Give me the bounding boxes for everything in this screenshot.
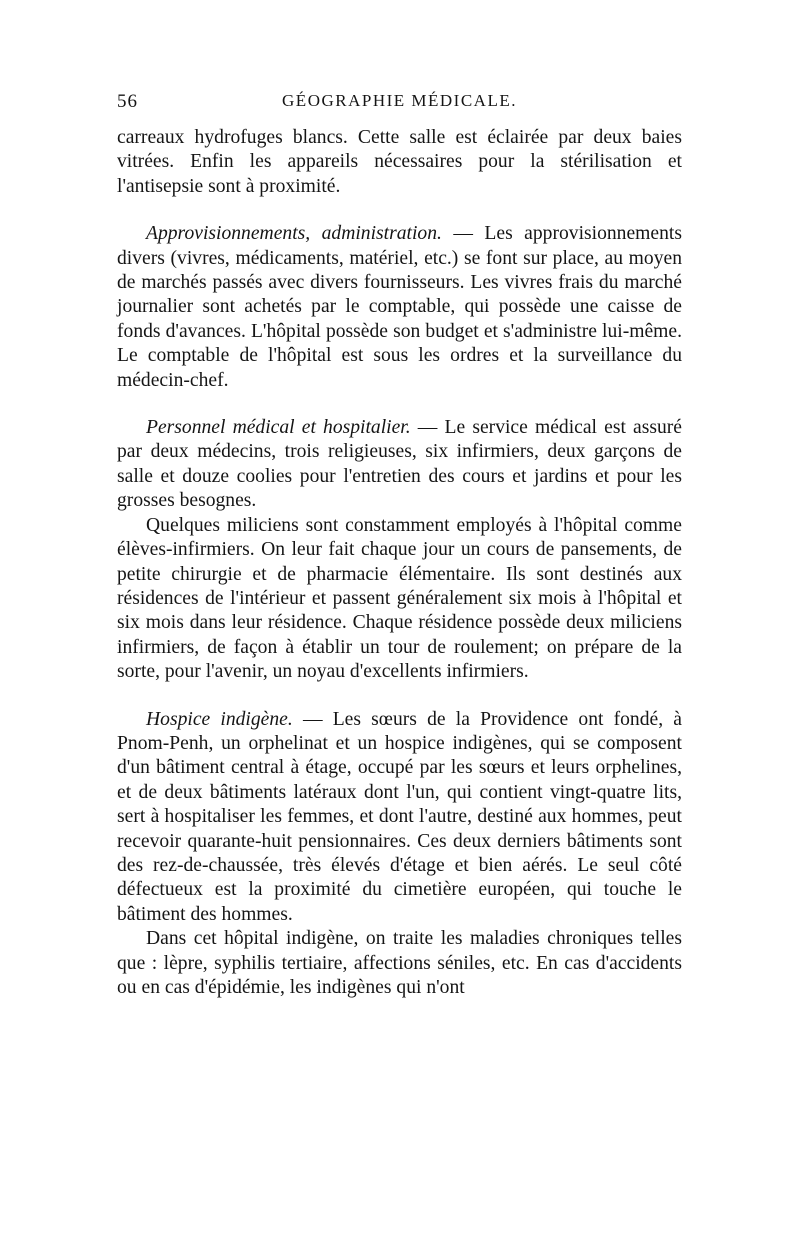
paragraph-text: Dans cet hôpital indigène, on traite les maladies chroniques telles que : lèpre, syphilis tertiaire, affections séniles, etc. En cas d'accidents ou en cas d'épidémie, les indigènes qui n'ont — [117, 928, 682, 998]
paragraph-hopital-indigene — [117, 927, 682, 1000]
paragraph-text: — Les sœurs de la Providence ont fondé, à Pnom-Penh, un orphelinat et un hospice indigènes, qui se composent d'un bâtiment central à étage, occupé par les sœurs et leurs orphelines, et de deux bâtiments latéraux dont l'un, qui contient vingt-quatre lits, sert à hospitaliser les femmes, et dont l'autre, destiné aux hommes, peut recevoir quarante-huit pensionnaires. Ces deux derniers bâtiments sont des rez-de-chaussée, très élevés d'étage et bien aérés. Le seul côté défectueux est la proximité du cimetière européen, qui touche le bâtiment des hommes. — [117, 708, 682, 925]
body-text — [117, 126, 682, 1000]
paragraph-text: carreaux hydrofuges blancs. Cette salle est éclairée par deux baies vitrées. Enfin les appareils nécessaires pour la stérilisation et l'antisepsie sont à proximité. — [117, 127, 682, 197]
paragraph-text: — Le service médical est assuré par deux médecins, trois religieuses, six infirmiers, deux garçons de salle et douze coolies pour l'entretien des cours et jardins et pour les grosses besognes. — [117, 417, 682, 512]
paragraph-text: — Les approvisionnements divers (vivres, médicaments, matériel, etc.) se font sur place, au moyen de marchés passés avec divers fournisseurs. Les vivres frais du marché journalier sont achetés par le comptable, qui possède une caisse de fonds d'avances. L'hôpital possède son budget et s'administre lui-même. Le comptable de l'hôpital est sous les ordres et la surveillance du médecin-chef. — [117, 223, 682, 391]
paragraph-hospice — [117, 708, 682, 928]
paragraph-approvisionnements — [117, 222, 682, 393]
section-heading: Hospice indigène. — [146, 708, 293, 730]
paragraph-text: Quelques miliciens sont constamment employés à l'hôpital comme élèves-infirmiers. On leur fait chaque jour un cours de pansements, de petite chirurgie et de pharmacie élémentaire. Ils sont destinés aux résidences de l'intérieur et passent généralement six mois à l'hôpital et six mois dans leur résidence. Chaque résidence possède deux miliciens infirmiers, de façon à établir un tour de roulement; on prépare de la sorte, pour l'avenir, un noyau d'excellents infirmiers. — [117, 514, 682, 683]
paragraph-miliciens — [117, 514, 682, 685]
paragraph-continuation — [117, 126, 682, 199]
page-header — [117, 91, 682, 121]
section-heading: Personnel médical et hospitalier. — [146, 417, 411, 439]
paragraph-personnel — [117, 416, 682, 514]
running-title: GÉOGRAPHIE MÉDICALE. — [282, 91, 517, 110]
page-number: 56 — [117, 91, 138, 112]
section-heading: Approvisionnements, administration. — [146, 223, 442, 245]
